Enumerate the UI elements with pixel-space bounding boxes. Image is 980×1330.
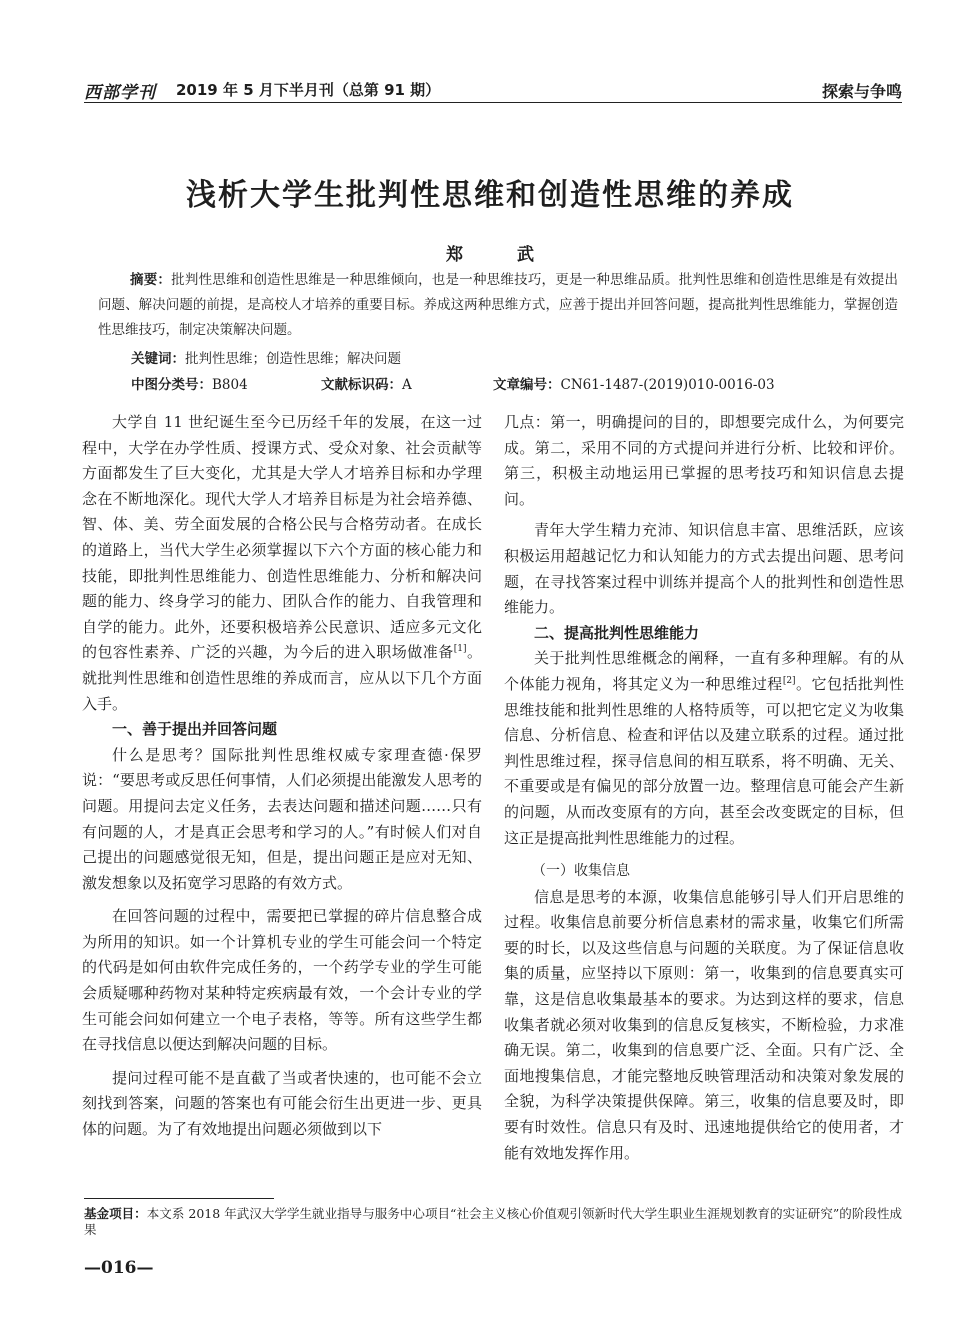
article-no-value: CN61-1487-(2019)010-0016-03 (560, 377, 775, 393)
keywords (131, 347, 931, 372)
doc-code-value: A (402, 377, 412, 393)
keywords-text: 批判性思维；创造性思维；解决问题 (185, 351, 401, 367)
paragraph-text: 大学自 11 世纪诞生至今已历经千年的发展，在这一过程中，大学在办学性质、授课方式、受众对象、社会贡献等方面都发生了巨大变化，尤其是大学人才培养目标和办学理念在不断地深化。现代大学人才培养目标是为社会培养德、智、体、美、劳全面发展的合格公民与合格劳动者。在成长的道路上，当代大学生必须掌握以下六个方面的核心能力和技能，即批判性思维能力、创造性思维能力、分析和解决问题的能力、终身学习的能力、团队合作的能力、自我管理和自学的能力。此外，还要积极培养公民意识、适应多元文化的包容性素养、广泛的兴趣，为今后的进入职场做准备 (82, 413, 482, 662)
paragraph: 青年大学生精力充沛、知识信息丰富、思维活跃，应该积极运用超越记忆力和认知能力的方式去提出问题、思考问题，在寻找答案过程中训练并提高个人的批判性和创造性思维能力。 (504, 521, 904, 617)
paragraph: 提问过程可能不是直截了当或者快速的，也可能不会立刻找到答案，问题的答案也有可能会衍生出更进一步、更具体的问题。为了有效地提出问题必须做到以下 (82, 1068, 482, 1139)
funding-footnote (84, 1206, 902, 1238)
paragraph: 几点：第一，明确提问的目的，即想要完成什么，为何要完成。第二，采用不同的方式提问并进行分析、比较和评价。第三，积极主动地运用已掌握的思考技巧和知识信息去提问。 (504, 413, 904, 508)
journal-issue: 2019 年 5 月下半月刊（总第 91 期） (176, 81, 441, 99)
abstract (98, 268, 898, 343)
classification-line (131, 373, 901, 398)
citation-ref: [1] (453, 644, 467, 655)
page-number: —016— (84, 1258, 154, 1278)
keywords-label: 关键词： (131, 351, 185, 367)
footnote-text: 本文系 2018 年武汉大学学生就业指导与服务中心项目“社会主义核心价值观引领新时代大学生职业生涯规划教育的实证研究”的阶段性成果 (84, 1206, 902, 1237)
paragraph: 信息是思考的本源，收集信息能够引导人们开启思维的过程。收集信息前要分析信息素材的需求量，收集它们所需要的时长，以及这些信息与问题的关联度。为了保证信息收集的质量，应坚持以下原则：第一，收集到的信息要真实可靠，这是信息收集最基本的要求。为达到这样的要求，信息收集者就必须对收集到的信息反复核实，不断检验，力求准确无误。第二，收集到的信息要广泛、全面。只有广泛、全面地搜集信息，才能完整地反映管理活动和决策对象发展的全貌，为科学决策提供保障。第三，收集的信息要及时，即要有时效性。信息只有及时、迅速地提供给它的使用者，才能有效地发挥作用。 (504, 887, 904, 1162)
subsection-heading: （一）收集信息 (532, 863, 630, 880)
body-column-right (504, 410, 904, 1166)
section-name: 探索与争鸣 (821, 82, 902, 101)
article-number (493, 373, 775, 398)
article-title: 浅析大学生批判性思维和创造性思维的养成 (186, 178, 794, 213)
paragraph (82, 410, 482, 717)
footnote-rule (84, 1198, 274, 1199)
journal-logo: 西部学刊 (84, 83, 156, 103)
paragraph: 什么是思考？国际批判性思维权威专家理查德·保罗说：“要思考或反思任何事情，人们必须提出能激发人思考的问题。用提问去定义任务，去表达问题和描述问题……只有有问题的人，才是真正会思考和学习的人。”有时候人们对自己提出的问题感觉很无知，但是，提出问题正是应对无知、激发想象以及拓宽学习思路的有效方式。 (82, 745, 482, 892)
abstract-label: 摘要： (130, 272, 172, 288)
doc-code-label: 文献标识码： (321, 377, 402, 393)
abstract-text: 批判性思维和创造性思维是一种思维倾向，也是一种思维技巧，更是一种思维品质。批判性思维和创造性思维是有效提出问题、解决问题的前提，是高校人才培养的重要目标。养成这两种思维方式，应善于提出并回答问题，提高批判性思维能力，掌握创造性思维技巧，制定决策解决问题。 (98, 272, 899, 338)
article-no-label: 文章编号： (493, 377, 561, 393)
clc-code (131, 373, 248, 398)
paragraph-text: 。就批判性思维和创造性思维的养成而言，应从以下几个方面入手。 (82, 643, 482, 713)
header-rule (84, 102, 902, 103)
paragraph-text: 。它包括批判性思维技能和批判性思维的人格特质等，可以把它定义为收集信息、分析信息、检查和评估以及建立联系的过程。通过批判性思维过程，探寻信息间的相互联系，将不明确、无关、不重要或是有偏见的部分放置一边。整理信息可能会产生新的问题，从而改变原有的方向，甚至会改变既定的目标，但这正是提高批判性思维能力的过程。 (504, 674, 904, 847)
paragraph: 在回答问题的过程中，需要把已掌握的碎片信息整合成为所用的知识。如一个计算机专业的学生可能会问一个特定的代码是如何由软件完成任务的，一个药学专业的学生可能会质疑哪种药物对某种特定疾病最有效，一个会计专业的学生可能会问如何建立一个电子表格，等等。所有这些学生都在寻找信息以便达到解决问题的目标。 (82, 907, 482, 1054)
paragraph (504, 646, 904, 851)
footnote-label: 基金项目： (84, 1206, 147, 1221)
clc-value: B804 (212, 377, 248, 393)
clc-label: 中图分类号： (131, 377, 212, 393)
article-author: 郑 武 (446, 245, 558, 265)
document-code (321, 373, 412, 398)
paragraph-text: 关于批判性思维概念的阐释，一直有多种理解。有的从个体能力视角，将其定义为一种思维过程 (504, 649, 904, 693)
citation-ref: [2] (782, 675, 796, 686)
running-header (84, 78, 902, 103)
section-heading: 一、善于提出并回答问题 (112, 720, 278, 739)
section-heading: 二、提高批判性思维能力 (534, 623, 700, 642)
body-column-left (82, 410, 482, 1143)
